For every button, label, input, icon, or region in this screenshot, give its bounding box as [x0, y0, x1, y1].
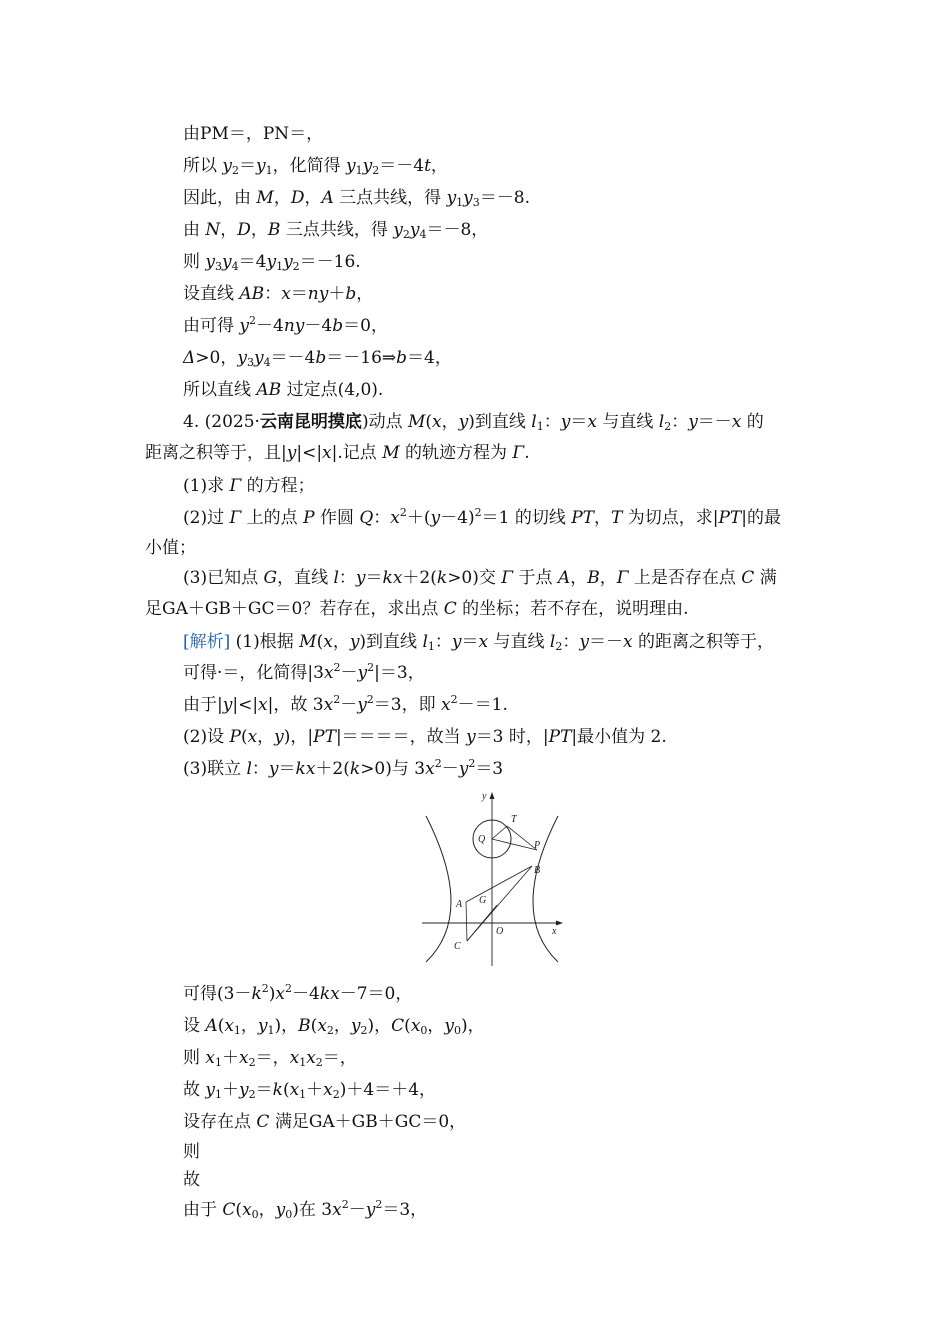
point-g-label: G [479, 895, 487, 906]
y-axis-arrow [490, 792, 495, 799]
hyperbola-right-branch [533, 816, 558, 962]
solution-tag: [解析] [183, 632, 231, 652]
text-line-9: 所以直线 AB 过定点(4,0). [183, 380, 384, 400]
problem-4-part-2: (2)过 Γ 上的点 P 作圆 Q：$x^2+(y-4)^2=1$ 的切线 PT，T 为切点，求|PT|的最 [183, 506, 781, 528]
solution-line-9: 故 $y_1+y_2=k(x_1+x_2)+4=+4$， [183, 1080, 437, 1101]
point-t-label: T [511, 814, 517, 825]
x-axis-arrow [556, 921, 563, 926]
problem-4-part-3-cont: 足GA＋GB＋GC＝0？若存在，求出点 C 的坐标；若不存在，说明理由. [145, 599, 689, 619]
point-b-label: B [534, 865, 541, 876]
point-q-label: Q [478, 834, 486, 845]
text-line-1: 由PM＝，PN＝， [183, 124, 324, 144]
problem-4-line-2: 距离之积等于，且|y|<|x|.记点 M 的轨迹方程为 Γ. [145, 443, 530, 463]
y-axis-label: y [482, 791, 487, 802]
problem-4-part-1: (1)求 Γ 的方程； [183, 476, 315, 496]
solution-line-8: 则 $x_1+x_2=$，$x_1x_2=$， [183, 1048, 357, 1069]
point-a-label: A [456, 899, 463, 910]
point-p-label: P [534, 840, 541, 851]
problem-4-line-1: 4. (2025·云南昆明摸底)动点 M(x，y)到直线 $l_1$：y＝x 与直线 $l_2$：y＝－x 的 [183, 412, 764, 433]
text-line-6: 设直线 AB：x＝ny＋b， [183, 284, 374, 304]
solution-line-6: 可得$(3-k^2)x^2-4kx-7=0$， [183, 982, 413, 1004]
source-tag: 云南昆明摸底 [259, 412, 362, 432]
solution-line-1: [解析] (1)根据 M(x，y)到直线 $l_1$：y＝x 与直线 $l_2$：y＝－x 的距离之积等于， [183, 632, 774, 653]
text-line-2: 所以 $y_2=y_1$，化简得 $y_1y_2=-4t$， [183, 156, 448, 177]
solution-line-12: 故 [183, 1170, 200, 1190]
problem-4-part-3: (3)已知点 G，直线 l：y＝kx＋2(k>0)交 Γ 于点 A，B，Γ 上是否存在点 C 满 [183, 568, 777, 588]
radius-qt [492, 826, 507, 839]
segment-ac [466, 902, 467, 941]
problem-4-part-2-cont: 小值； [145, 538, 196, 558]
solution-line-4: (2)设 P(x，y)，|PT|＝＝＝＝，故当 y＝3 时，|PT|最小值为 2. [183, 727, 667, 747]
solution-line-5: (3)联立 l：y＝kx＋2(k>0)与 $3x^2-y^2=3$ [183, 757, 504, 779]
origin-label: O [496, 926, 504, 937]
solution-line-7: 设 $A(x_1$，$y_1$)，$B(x_2$，$y_2$)，$C(x_0$，$y_0$)， [183, 1016, 485, 1037]
text-line-5: 则 $y_3y_4=4y_1y_2=-16$. [183, 252, 361, 273]
solution-line-10: 设存在点 C 满足GA＋GB＋GC＝0， [183, 1112, 467, 1132]
text-line-8: Δ>0，$y_3y_4=-4b=-16\Rightarrow b=4$， [183, 348, 452, 369]
text-line-7: 由可得 $y^2-4ny-4b=0$， [183, 314, 388, 336]
point-c-label: C [454, 941, 461, 952]
hyperbola-figure [420, 786, 570, 968]
solution-line-2: 可得·＝，化简得$|3x^2-y^2|=3$， [183, 661, 425, 683]
line-ab [466, 866, 532, 902]
solution-line-3: 由于|y|<|x|，故 $3x^2-y^2=3$，即 $x^2-=1$. [183, 693, 508, 715]
hyperbola-left-branch [426, 816, 451, 962]
x-axis-label: x [552, 926, 557, 937]
solution-line-13: 由于 $C(x_0$，$y_0$)在 $3x^2-y^2=3$， [183, 1198, 428, 1221]
text-line-3: 因此，由 M，D，A 三点共线，得 $y_1y_3=-8$. [183, 188, 531, 209]
text-line-4: 由 N，D，B 三点共线，得 $y_2y_4=-8$， [183, 220, 489, 241]
solution-line-11: 则 [183, 1142, 200, 1162]
